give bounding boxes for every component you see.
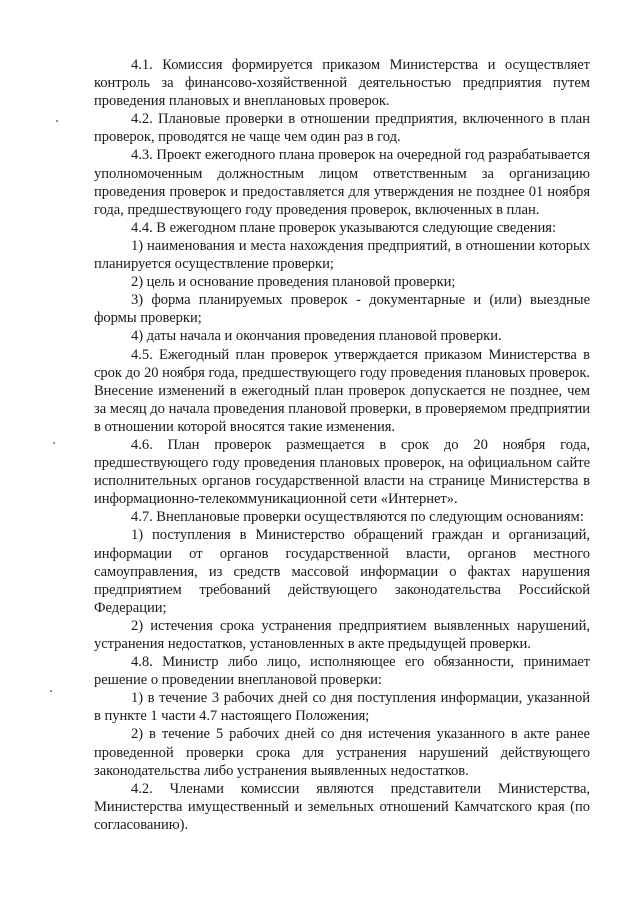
list-item-4-4-4: 4) даты начала и окончания проведения плановой проверки.: [131, 328, 502, 345]
list-item-4-4-3: 3) форма планируемых проверок - документарные и (или) выездные формы проверки;: [94, 292, 590, 327]
paragraph-4-7: 4.7. Внеплановые проверки осуществляются по следующим основаниям:: [131, 509, 584, 526]
paragraph-4-4: 4.4. В ежегодном плане проверок указываются следующие сведения:: [131, 219, 556, 236]
paragraph-4-3: 4.3. Проект ежегодного плана проверок на очередной год разрабатывается уполномоченным должностным лицом ответственным за организацию проведения проверок и предоставляется для утверждения не позднее 01 ноября года, предшествующего году проведения проверок, включенных в план.: [94, 147, 590, 218]
list-item-4-8-1: 1) в течение 3 рабочих дней со дня поступления информации, указанной в пункте 1 части 4.7 настоящего Положения;: [94, 690, 590, 725]
paragraph-4-5: 4.5. Ежегодный план проверок утверждается приказом Министерства в срок до 20 ноября года, предшествующего году проведения плановых проверок. Внесение изменений в ежегодный план проверок допускается не позднее, чем за месяц до начала проведения плановой проверки, в проверяемом предприятии в отношении которой вносятся такие изменения.: [94, 346, 590, 435]
scan-speck: [56, 120, 58, 122]
document-body: [94, 56, 590, 834]
paragraph-4-1: 4.1. Комиссия формируется приказом Министерства и осуществляет контроль за финансово-хозяйственной деятельностью предприятия путем проведения плановых и внеплановых проверок.: [94, 57, 590, 110]
list-item-4-4-2: 2) цель и основание проведения плановой проверки;: [131, 274, 456, 291]
list-item-4-7-2: 2) истечения срока устранения предприятием выявленных нарушений, устранения недостатков, установленных в акте предыдущей проверки.: [94, 617, 590, 652]
paragraph-4-2: 4.2. Плановые проверки в отношении предприятия, включенного в план проверок, проводятся не чаще чем один раз в год.: [94, 111, 590, 146]
scan-speck: [53, 442, 55, 444]
list-item-4-8-2: 2) в течение 5 рабочих дней со дня истечения указанного в акте ранее проведенной проверки срока для устранения нарушений действующего законодательства либо устранения выявленных недостатков.: [94, 726, 590, 779]
paragraph-4-6: 4.6. План проверок размещается в срок до 20 ноября года, предшествующего году проведения плановых проверок, на официальном сайте исполнительных органов государственной власти на странице Министерства в информационно-телекоммуникационной сети «Интернет».: [94, 436, 590, 508]
scan-speck: [50, 690, 52, 692]
list-item-4-7-1: 1) поступления в Министерство обращений граждан и организаций, информации от органов государственной власти, органов местного самоуправления, из средств массовой информации о фактах нарушения предприятием требований действующего законодательства Российской Федерации;: [94, 527, 590, 616]
list-item-4-4-1: 1) наименования и места нахождения предприятий, в отношении которых планируется осуществление проверки;: [94, 237, 590, 273]
paragraph-4-2-members: 4.2. Членами комиссии являются представители Министерства, Министерства имущественный и земельных отношений Камчатского края (по согласованию).: [94, 780, 590, 833]
paragraph-4-8: 4.8. Министр либо лицо, исполняющее его обязанности, принимает решение о проведении внеплановой проверки:: [94, 654, 590, 689]
